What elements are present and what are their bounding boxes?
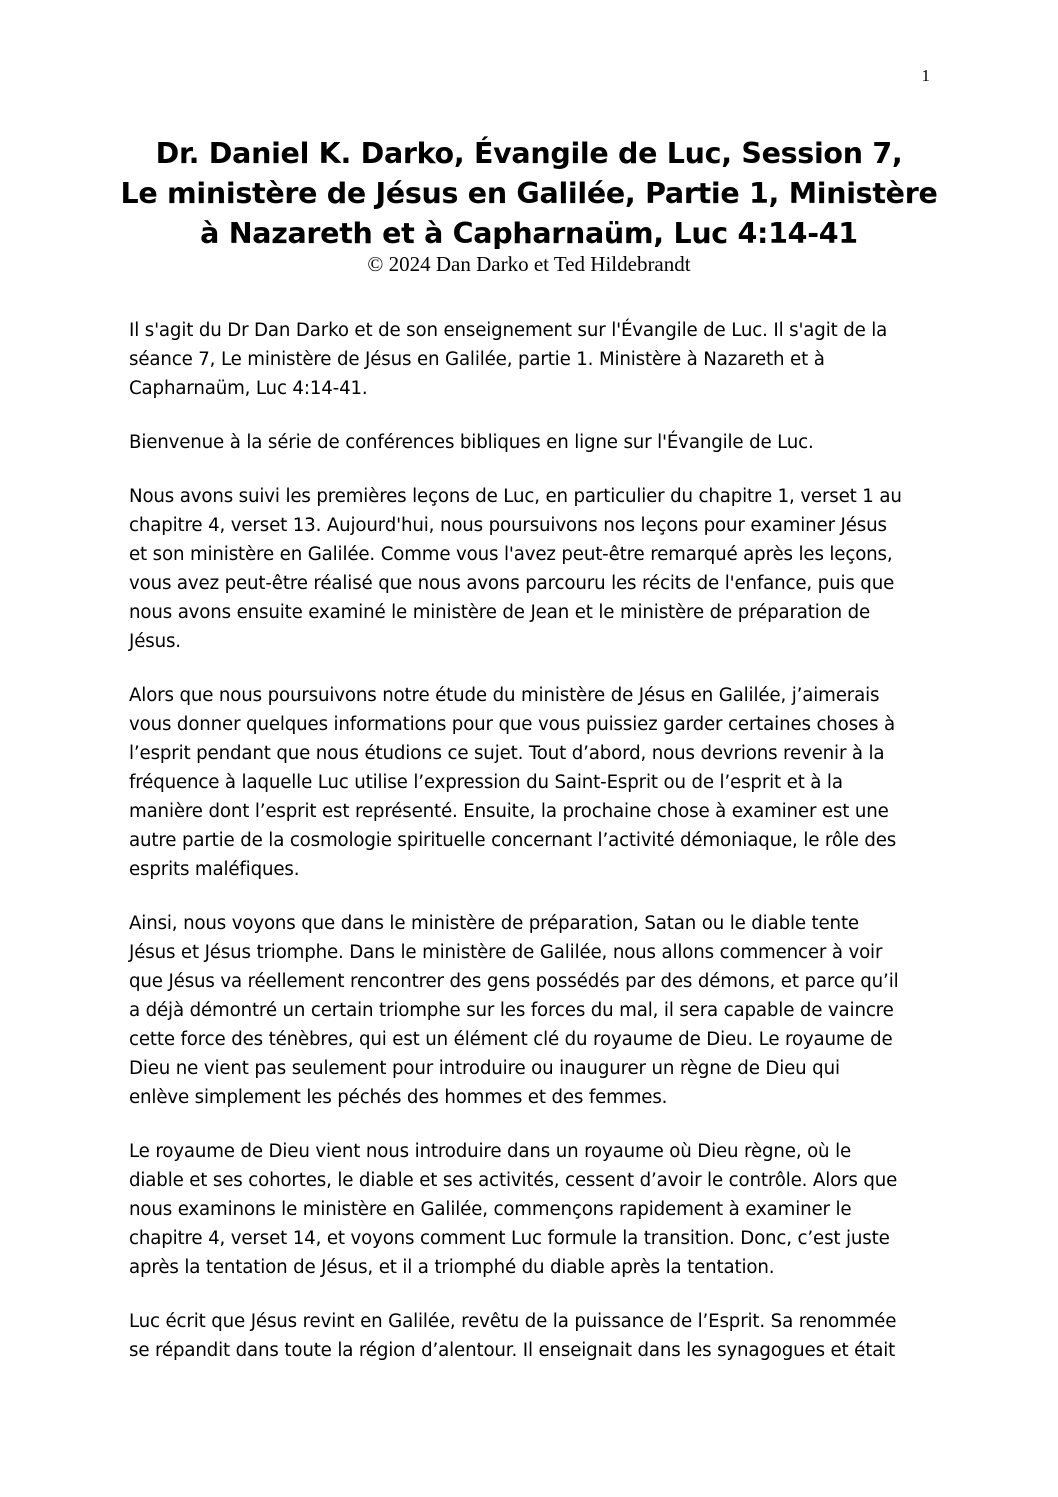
- text-line: Jésus et Jésus triomphe. Dans le ministère de Galilée, nous allons commencer à voir: [129, 942, 883, 963]
- text-line: séance 7, Le ministère de Jésus en Galilée, partie 1. Ministère à Nazareth et à: [129, 349, 825, 370]
- text-line: enlève simplement les péchés des hommes et des femmes.: [129, 1087, 668, 1108]
- title-line: Dr. Daniel K. Darko, Évangile de Luc, Session 7,: [155, 137, 903, 170]
- text-line: diable et ses cohortes, le diable et ses activités, cessent d’avoir le contrôle. Alors que: [129, 1170, 898, 1191]
- paragraph-welcome: [129, 428, 935, 457]
- paragraph-previous-lessons: [129, 482, 935, 656]
- body-text: [129, 316, 935, 1390]
- text-line: autre partie de la cosmologie spirituelle concernant l’activité démoniaque, le rôle des: [129, 830, 897, 851]
- text-line: cette force des ténèbres, qui est un élément clé du royaume de Dieu. Le royaume de: [129, 1029, 893, 1050]
- text-line: Il s'agit du Dr Dan Darko et de son enseignement sur l'Évangile de Luc. Il s'agit de la: [129, 320, 888, 341]
- title-line: à Nazareth et à Capharnaüm, Luc 4:14-41: [200, 217, 858, 250]
- text-line: se répandit dans toute la région d’alentour. Il enseignait dans les synagogues et était: [129, 1340, 896, 1361]
- text-line: vous donner quelques informations pour que vous puissiez garder certaines choses à: [129, 714, 895, 735]
- text-line: chapitre 4, verset 14, et voyons comment Luc formule la transition. Donc, c’est juste: [129, 1228, 890, 1249]
- title-line: Le ministère de Jésus en Galilée, Partie 1, Ministère: [120, 177, 938, 210]
- text-line: nous avons ensuite examiné le ministère de Jean et le ministère de préparation de: [129, 602, 871, 623]
- text-line: que Jésus va réellement rencontrer des gens possédés par des démons, et parce qu’il: [129, 971, 899, 992]
- text-line: vous avez peut-être réalisé que nous avons parcouru les récits de l'enfance, puis que: [129, 573, 895, 594]
- text-line: Jésus.: [129, 631, 181, 652]
- text-line: chapitre 4, verset 13. Aujourd'hui, nous poursuivons nos leçons pour examiner Jésus: [129, 515, 887, 536]
- text-line: Ainsi, nous voyons que dans le ministère de préparation, Satan ou le diable tente: [129, 913, 859, 934]
- paragraph-intro: [129, 316, 935, 403]
- text-line: Luc écrit que Jésus revint en Galilée, revêtu de la puissance de l’Esprit. Sa renommée: [129, 1311, 897, 1332]
- text-line: fréquence à laquelle Luc utilise l’expression du Saint-Esprit ou de l’esprit et à la: [129, 772, 843, 793]
- paragraph-galilee-study: [129, 681, 935, 884]
- text-line: nous examinons le ministère en Galilée, commençons rapidement à examiner le: [129, 1199, 852, 1220]
- title-block: [110, 134, 948, 276]
- paragraph-luke-writes: [129, 1307, 935, 1365]
- text-line: l’esprit pendant que nous étudions ce sujet. Tout d’abord, nous devrions revenir à la: [129, 743, 885, 764]
- text-line: Le royaume de Dieu vient nous introduire dans un royaume où Dieu règne, où le: [129, 1141, 852, 1162]
- paragraph-kingdom: [129, 1137, 935, 1282]
- text-line: après la tentation de Jésus, et il a triomphé du diable après la tentation.: [129, 1257, 775, 1278]
- page-number: 1: [921, 66, 930, 85]
- text-line: a déjà démontré un certain triomphe sur les forces du mal, il sera capable de vaincre: [129, 1000, 894, 1021]
- paragraph-satan-triumph: [129, 909, 935, 1112]
- copyright-notice: © 2024 Dan Darko et Ted Hildebrandt: [367, 252, 691, 276]
- text-line: manière dont l’esprit est représenté. Ensuite, la prochaine chose à examiner est une: [129, 801, 889, 822]
- text-line: esprits maléfiques.: [129, 859, 300, 880]
- text-line: Nous avons suivi les premières leçons de Luc, en particulier du chapitre 1, verset 1 au: [129, 486, 902, 507]
- text-line: Dieu ne vient pas seulement pour introduire ou inaugurer un règne de Dieu qui: [129, 1058, 840, 1079]
- text-line: Alors que nous poursuivons notre étude du ministère de Jésus en Galilée, j’aimerais: [129, 685, 880, 706]
- text-line: Bienvenue à la série de conférences bibliques en ligne sur l'Évangile de Luc.: [129, 432, 814, 453]
- text-line: et son ministère en Galilée. Comme vous l'avez peut-être remarqué après les leçons,: [129, 544, 893, 565]
- text-line: Capharnaüm, Luc 4:14-41.: [129, 378, 368, 399]
